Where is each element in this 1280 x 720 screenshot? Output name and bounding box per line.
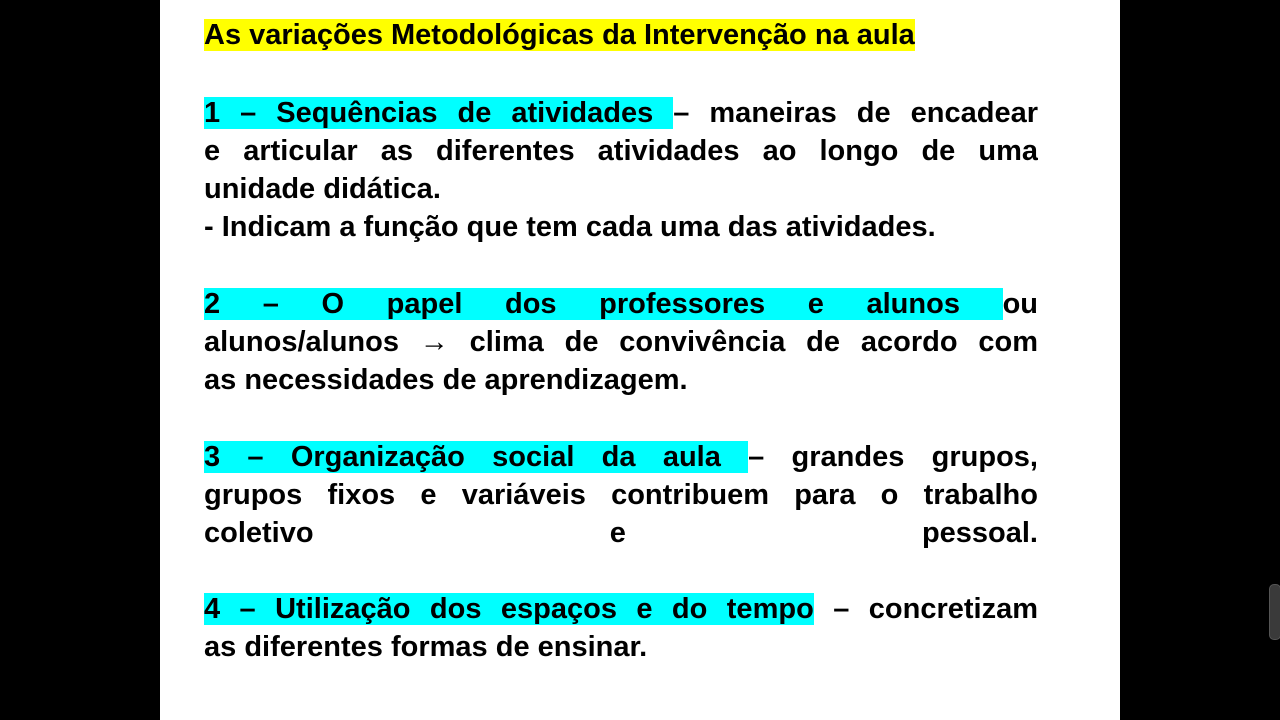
slide-title	[204, 16, 915, 54]
section-line	[204, 323, 1038, 361]
section-text: e articular as diferentes atividades ao longo de uma	[204, 135, 1038, 167]
section-utilizacao	[204, 590, 1038, 666]
section-sequencias	[204, 94, 1038, 246]
section-line	[204, 94, 1038, 132]
section-text: ou	[1002, 288, 1038, 320]
section-text: – grandes grupos,	[748, 441, 1038, 473]
section-text: grupos fixos e variáveis contribuem para o trabalho	[204, 479, 1038, 511]
section-line	[204, 476, 1038, 514]
scrollbar-handle[interactable]	[1269, 584, 1280, 640]
section-line	[204, 438, 1038, 476]
section-organizacao	[204, 438, 1038, 552]
section-papel	[204, 285, 1038, 399]
section-line	[204, 285, 1038, 323]
title-text: As variações Metodológicas da Intervenção na aula	[204, 19, 915, 51]
section-line	[204, 208, 1038, 246]
section-line	[204, 514, 1038, 552]
section-line	[204, 132, 1038, 170]
section-text: unidade didática.	[204, 173, 441, 205]
section-text: as diferentes formas de ensinar.	[204, 631, 648, 663]
section-heading: 2 – O papel dos professores e alunos	[204, 288, 1003, 320]
section-line	[204, 361, 1038, 399]
section-line	[204, 628, 1038, 666]
section-heading: 4 – Utilização dos espaços e do tempo	[204, 593, 814, 625]
section-line	[204, 170, 1038, 208]
section-text: coletivo e pessoal.	[204, 517, 1038, 549]
section-text: alunos/alunos → clima de convivência de acordo com	[204, 326, 1038, 358]
section-text: – concretizam	[813, 593, 1038, 625]
section-text: as necessidades de aprendizagem.	[204, 364, 688, 396]
section-heading: 1 – Sequências de atividades	[204, 97, 674, 129]
section-text: - Indicam a função que tem cada uma das atividades.	[204, 211, 936, 243]
section-line	[204, 590, 1038, 628]
section-text: – maneiras de encadear	[673, 97, 1038, 129]
slide-page	[160, 0, 1120, 720]
section-heading: 3 – Organização social da aula	[204, 441, 749, 473]
